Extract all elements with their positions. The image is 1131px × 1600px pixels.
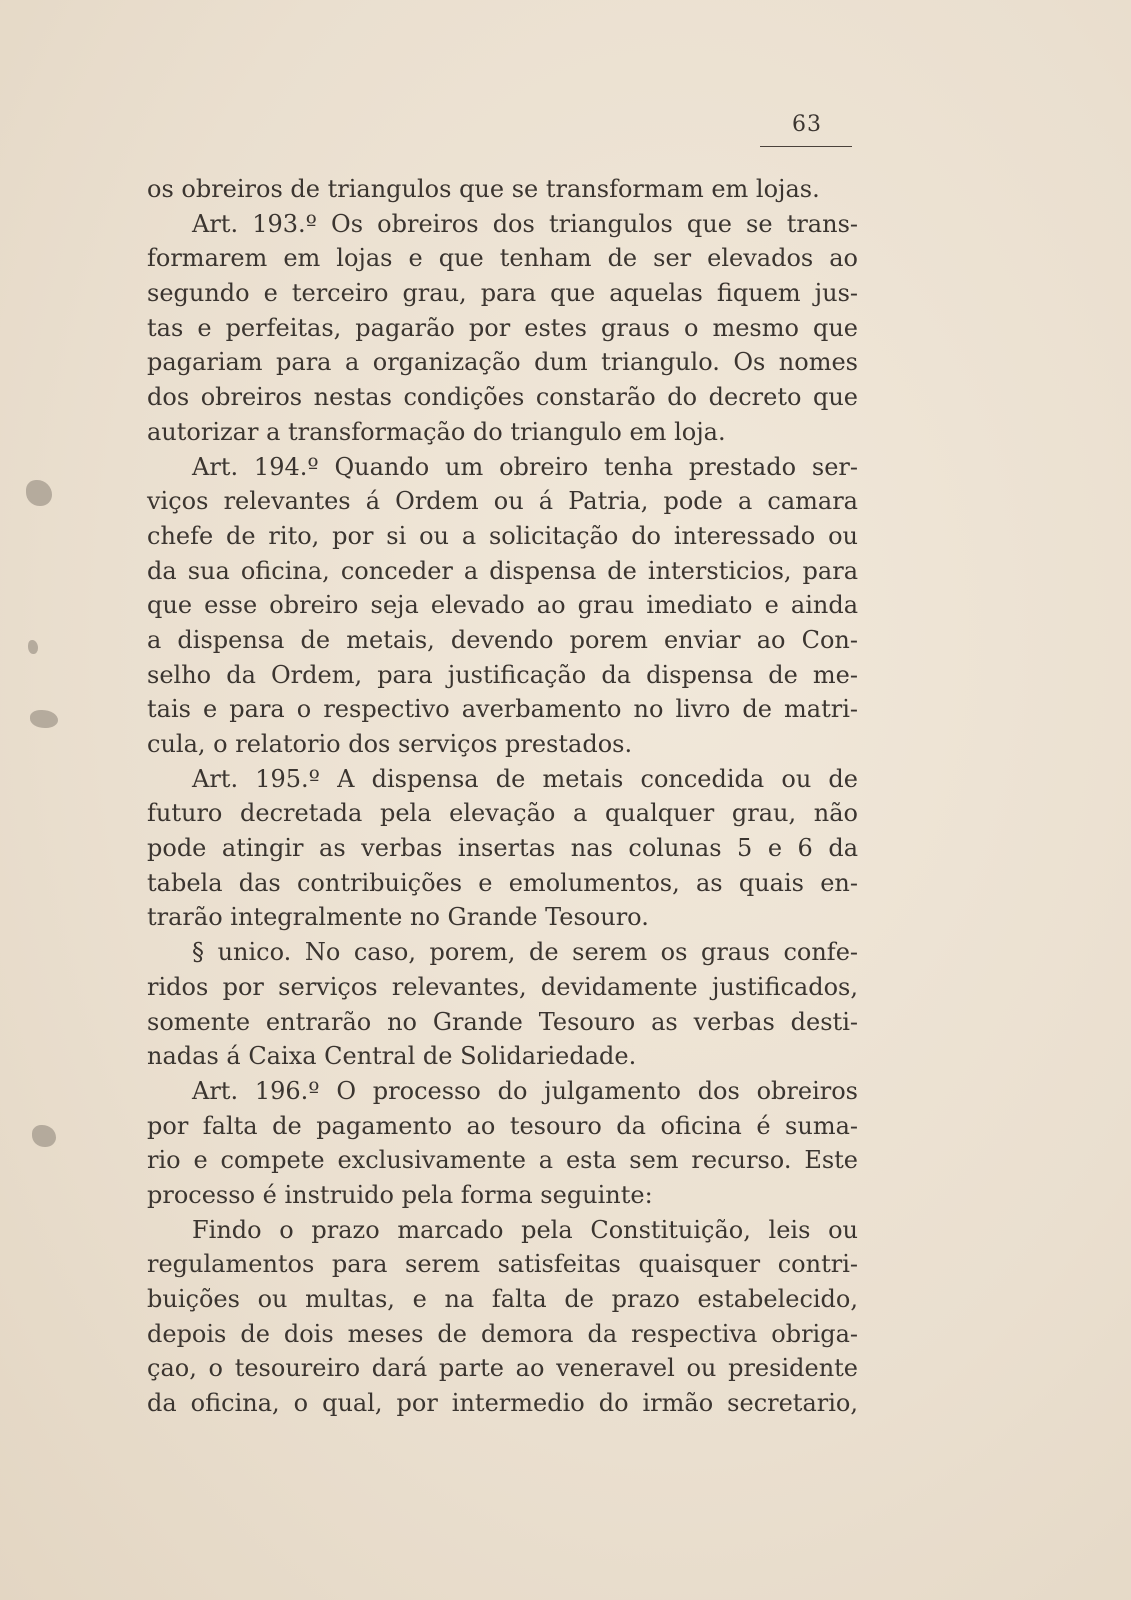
text-line: por falta de pagamento ao tesouro da oficina é suma- [147, 1111, 858, 1140]
text-line: da sua oficina, conceder a dispensa de intersticios, para [147, 556, 858, 585]
text-line: buições ou multas, e na falta de prazo estabelecido, [147, 1285, 858, 1313]
text-line: tais e para o respectivo averbamento no livro de matri- [147, 695, 858, 724]
text-line: Art. 196.º O processo do julgamento dos obreiros [192, 1076, 858, 1105]
text-line: autorizar a transformação do triangulo em loja. [147, 417, 726, 446]
text-line: Art. 195.º A dispensa de metais concedida ou de [192, 764, 858, 793]
margin-stain-4 [32, 1125, 56, 1147]
body-text [147, 172, 858, 1421]
text-line: que esse obreiro seja elevado ao grau imediato e ainda [147, 591, 858, 620]
page-number-rule [760, 146, 852, 147]
page-number: 63 [792, 112, 822, 137]
text-line: os obreiros de triangulos que se transformam em lojas. [147, 175, 820, 203]
text-line: regulamentos para serem satisfeitas quaisquer contri- [147, 1250, 858, 1279]
text-line: viços relevantes á Ordem ou á Patria, pode a camara [147, 487, 858, 516]
text-line: selho da Ordem, para justificação da dispensa de me- [147, 660, 858, 689]
text-line: chefe de rito, por si ou a solicitação do interessado ou [147, 521, 858, 550]
margin-stain-2 [28, 640, 38, 654]
text-line: tas e perfeitas, pagarão por estes graus o mesmo que [147, 313, 858, 342]
text-line: çao, o tesoureiro dará parte ao veneravel ou presidente [147, 1354, 858, 1383]
text-line: a dispensa de metais, devendo porem enviar ao Con- [147, 625, 858, 654]
text-line: pode atingir as verbas insertas nas colunas 5 e 6 da [147, 834, 858, 863]
text-line: nadas á Caixa Central de Solidariedade. [147, 1042, 637, 1071]
text-line: depois de dois meses de demora da respectiva obriga- [147, 1319, 858, 1348]
text-line: § unico. No caso, porem, de serem os graus confe- [192, 938, 858, 967]
margin-stain-3 [30, 710, 58, 728]
text-line: segundo e terceiro grau, para que aquelas fiquem jus- [147, 279, 858, 308]
text-line: ridos por serviços relevantes, devidamente justificados, [147, 972, 858, 1001]
text-line: rio e compete exclusivamente a esta sem recurso. Este [147, 1146, 858, 1175]
text-line: formarem em lojas e que tenham de ser elevados ao [147, 244, 858, 273]
text-line: dos obreiros nestas condições constarão do decreto que [147, 383, 858, 412]
text-line: pagariam para a organização dum triangulo. Os nomes [147, 348, 858, 377]
text-line: tabela das contribuições e emolumentos, as quais en- [147, 868, 858, 897]
text-line: Art. 193.º Os obreiros dos triangulos que se trans- [192, 209, 858, 238]
text-line: trarão integralmente no Grande Tesouro. [147, 903, 649, 932]
text-line: Art. 194.º Quando um obreiro tenha prestado ser- [192, 452, 858, 481]
text-line: futuro decretada pela elevação a qualquer grau, não [147, 799, 858, 828]
text-line: da oficina, o qual, por intermedio do irmão secretario, [147, 1389, 858, 1418]
text-line: processo é instruido pela forma seguinte: [147, 1180, 653, 1209]
text-line: Findo o prazo marcado pela Constituição, leis ou [192, 1215, 858, 1244]
text-line: somente entrarão no Grande Tesouro as verbas desti- [147, 1007, 858, 1036]
margin-stain-1 [26, 480, 52, 506]
text-line: cula, o relatorio dos serviços prestados. [147, 730, 633, 758]
